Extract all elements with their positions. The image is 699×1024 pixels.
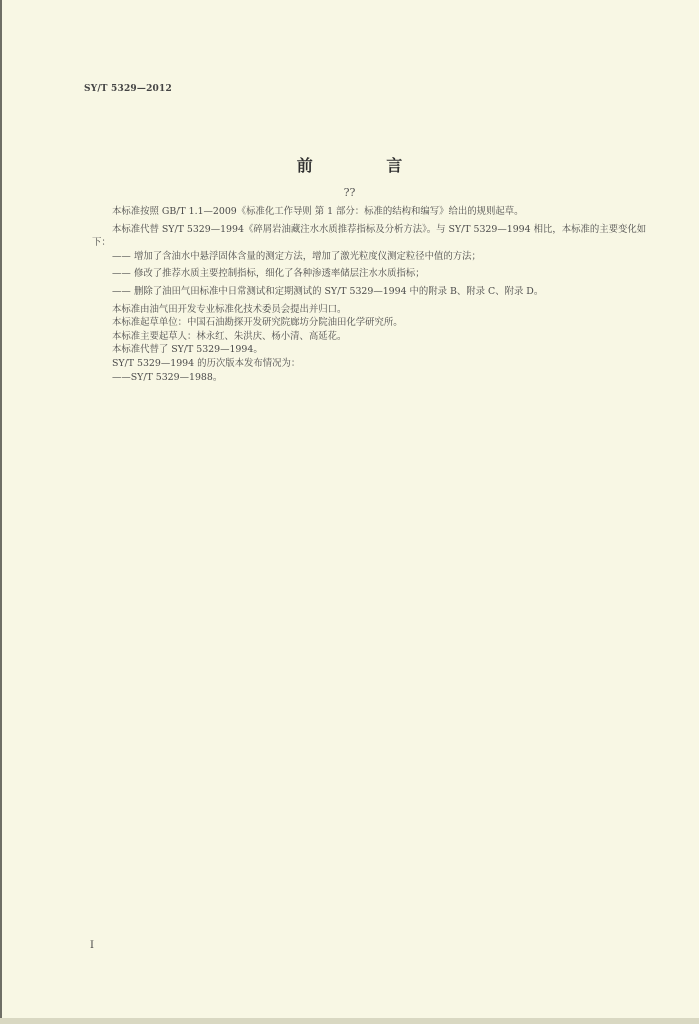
paragraph-proposer: 本标准由油气田开发专业标准化技术委员会提出并归口。 — [112, 303, 347, 315]
paragraph-drafters: 本标准主要起草人：林永红、朱洪庆、杨小清、高延花。 — [112, 330, 347, 342]
dash-marker: —— — [112, 250, 131, 262]
document-body — [92, 205, 662, 384]
paragraph-drafting-unit: 本标准起草单位：中国石油勘探开发研究院廊坊分院油田化学研究所。 — [112, 317, 403, 329]
paragraph-drafting-rule: 本标准按照 GB/T 1.1—2009《标准化工作导则 第 1 部分：标准的结构和编写》给出的规则起草。 — [112, 206, 524, 217]
paragraph-replacement: 本标准代替 SY/T 5329—1994《碎屑岩油藏注水水质推荐指标及分析方法》。与 SY/T 5329—1994 相比，本标准的主要变化如下： — [92, 223, 647, 249]
changes-list — [92, 250, 662, 299]
paragraph-history-item: ——SY/T 5329—1988。 — [112, 371, 223, 383]
paragraph-history: SY/T 5329—1994 的历次版本发布情况为： — [112, 357, 301, 369]
page-title: 前 言 — [296, 156, 437, 175]
page-bottom-edge — [0, 1018, 699, 1024]
document-id: SY/T 5329—2012 — [84, 84, 172, 94]
list-item: —— 增加了含油水中悬浮固体含量的测定方法，增加了激光粒度仪测定粒径中值的方法； — [112, 250, 481, 262]
page-number: I — [90, 940, 94, 951]
dash-marker: —— — [112, 285, 131, 297]
dash-marker: —— — [112, 268, 131, 280]
list-item: —— 修改了推荐水质主要控制指标，细化了各种渗透率储层注水水质指标； — [112, 268, 425, 280]
list-item: —— 删除了油田气田标准中日常测试和定期测试的 SY/T 5329—1994 中的附录 B、附录 C、附录 D。 — [112, 285, 544, 297]
paragraph-replaces: 本标准代替了 SY/T 5329—1994。 — [112, 344, 263, 356]
stamp-mark: ?? — [343, 186, 356, 199]
